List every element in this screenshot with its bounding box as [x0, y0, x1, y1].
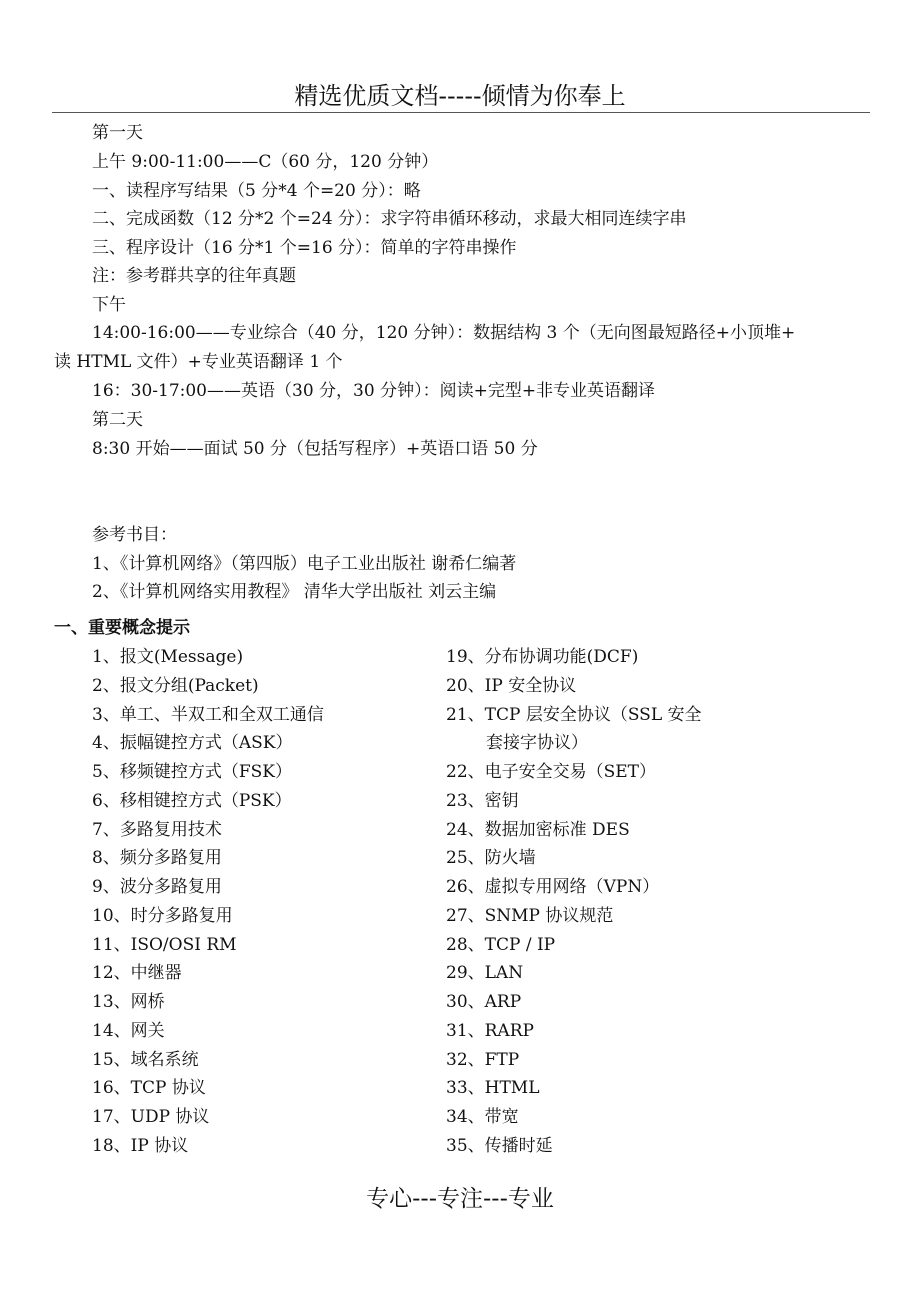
concept-item: 32、FTP: [446, 1050, 520, 1070]
concept-item: 31、RARP: [446, 1021, 534, 1041]
concept-item: 20、IP 安全协议: [446, 676, 577, 696]
concept-item: 34、带宽: [446, 1107, 519, 1127]
page-header: 精选优质文档-----倾情为你奉上: [294, 82, 626, 110]
concept-item: 18、IP 协议: [92, 1136, 189, 1156]
schedule-line: 三、程序设计（16 分*1 个=16 分）：简单的字符串操作: [92, 238, 517, 258]
concept-item: 30、ARP: [446, 992, 522, 1012]
concept-item: 29、LAN: [446, 963, 524, 983]
concept-item: 17、UDP 协议: [92, 1107, 210, 1127]
concept-item: 14、网关: [92, 1021, 165, 1041]
schedule-line: 下午: [92, 295, 126, 315]
schedule-line: 14:00-16:00——专业综合（40 分，120 分钟）：数据结构 3 个（无向图最短路径+小顶堆+: [92, 323, 796, 343]
concept-item: 26、虚拟专用网络（VPN）: [446, 877, 660, 897]
page-footer: 专心---专注---专业: [366, 1186, 554, 1212]
schedule-line: 第二天: [92, 410, 143, 430]
concept-item: 13、网桥: [92, 992, 165, 1012]
reference-book: 2、《计算机网络实用教程》 清华大学出版社 刘云主编: [92, 582, 497, 602]
concept-item: 9、波分多路复用: [92, 877, 222, 897]
schedule-line: 二、完成函数（12 分*2 个=24 分）：求字符串循环移动，求最大相同连续字串: [92, 209, 687, 229]
schedule-line: 一、读程序写结果（5 分*4 个=20 分）：略: [92, 181, 421, 201]
schedule-line: 16：30-17:00——英语（30 分，30 分钟）：阅读+完型+非专业英语翻译: [92, 381, 656, 401]
header-rule: [52, 112, 870, 113]
concept-item: 16、TCP 协议: [92, 1078, 206, 1098]
concept-item: 33、HTML: [446, 1078, 540, 1098]
reference-book: 1、《计算机网络》（第四版）电子工业出版社 谢希仁编著: [92, 554, 517, 574]
schedule-line: 8:30 开始——面试 50 分（包括写程序）+英语口语 50 分: [92, 439, 538, 459]
concept-item: 24、数据加密标准 DES: [446, 820, 630, 840]
concept-item: 11、ISO/OSI RM: [92, 935, 237, 955]
concept-item: 25、防火墙: [446, 848, 536, 868]
concept-item-continued: 套接字协议）: [486, 733, 588, 753]
concept-item: 5、移频键控方式（FSK）: [92, 762, 292, 782]
concept-item: 3、单工、半双工和全双工通信: [92, 705, 324, 725]
concept-item: 4、振幅键控方式（ASK）: [92, 733, 293, 753]
concept-item: 28、TCP / IP: [446, 935, 556, 955]
schedule-line: 注：参考群共享的往年真题: [92, 266, 296, 286]
concept-item: 12、中继器: [92, 963, 182, 983]
concept-item: 15、域名系统: [92, 1050, 199, 1070]
concept-item: 6、移相键控方式（PSK）: [92, 791, 292, 811]
concept-item: 10、时分多路复用: [92, 906, 233, 926]
concept-item: 19、分布协调功能(DCF): [446, 647, 639, 667]
concept-item: 22、电子安全交易（SET）: [446, 762, 657, 782]
references-title: 参考书目：: [92, 525, 177, 545]
concept-item: 21、TCP 层安全协议（SSL 安全: [446, 705, 702, 725]
concept-item: 8、频分多路复用: [92, 848, 222, 868]
concept-item: 7、多路复用技术: [92, 820, 222, 840]
schedule-line: 读 HTML 文件）+专业英语翻译 1 个: [54, 352, 343, 372]
schedule-line: 上午 9:00-11:00——C（60 分，120 分钟）: [92, 152, 439, 172]
concept-item: 1、报文(Message): [92, 647, 244, 667]
concept-item: 35、传播时延: [446, 1136, 553, 1156]
schedule-line: 第一天: [92, 123, 143, 143]
concept-item: 27、SNMP 协议规范: [446, 906, 614, 926]
section-title: 一、重要概念提示: [54, 618, 190, 638]
concept-item: 2、报文分组(Packet): [92, 676, 259, 696]
concept-item: 23、密钥: [446, 791, 519, 811]
